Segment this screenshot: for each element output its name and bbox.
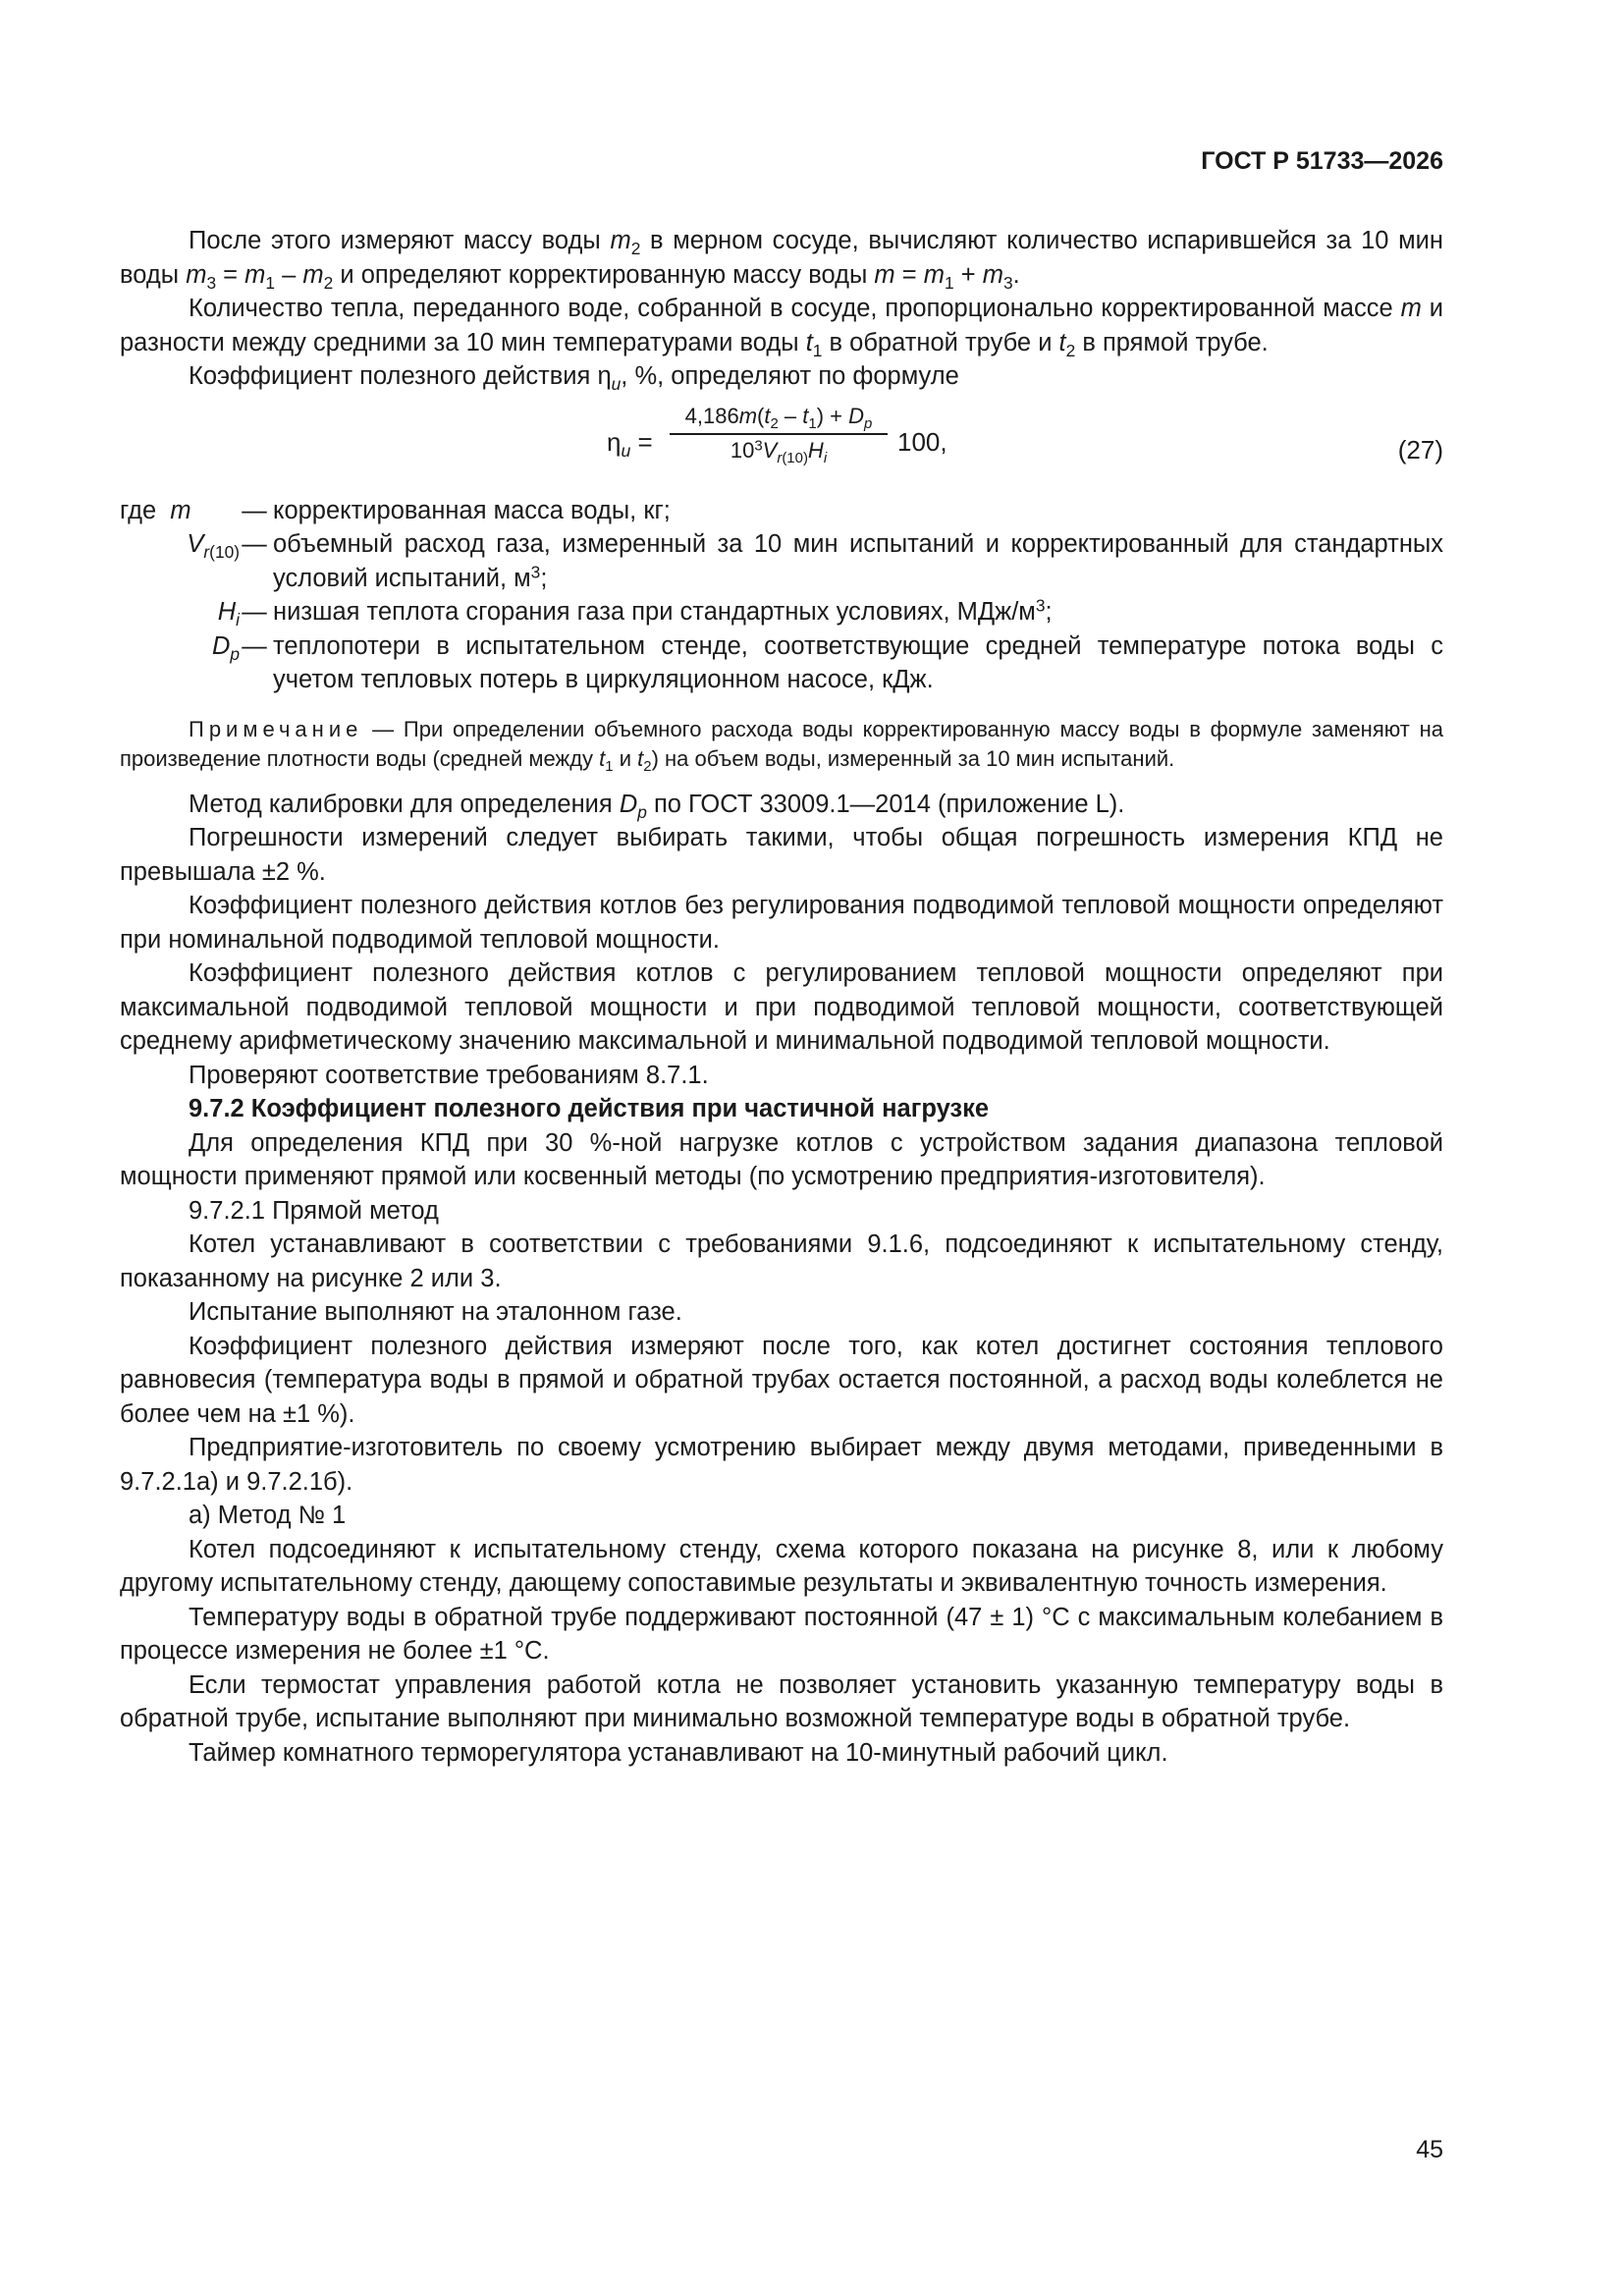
page-number: 45	[1416, 2136, 1443, 2163]
formula-fraction	[670, 402, 888, 465]
paragraph: Таймер комнатного терморегулятора устанавливают на 10-минутный рабочий цикл.	[189, 1738, 1168, 1767]
formula-multiplier: 100,	[897, 426, 947, 457]
paragraph: Коэффициент полезного действия котлов с регулированием тепловой мощности определяют при максимальной подводимой тепловой мощности и при подводимой тепловой мощности, соответствующей среднему арифметическому значению максимальной и минимальной подводимой тепловой мощности.	[120, 959, 1443, 1055]
paragraph: Проверяют соответствие требованиям 8.7.1.	[189, 1061, 709, 1089]
formula-number: (27)	[1397, 434, 1443, 465]
definition-h: $H_i$ — низшая теплота сгорания газа при стандартных условиях, МДж/$м^3$;	[217, 595, 1053, 630]
document-header: ГОСТ Р 51733—2026	[1201, 147, 1443, 175]
formula-27	[120, 398, 1443, 488]
section-heading-9-7-2: 9.7.2 Коэффициент полезного действия при частичной нагрузке	[189, 1095, 990, 1122]
formula-denominator: $10^3V_{r(10)}H_i$	[730, 437, 828, 466]
paragraph: Температуру воды в обратной трубе поддерживают постоянной (47 ± 1) °С с максимальным колебанием в процессе измерения не более ±1 °С.	[120, 1603, 1443, 1665]
paragraph: Если термостат управления работой котла не позволяет установить указанную температуру воды в обратной трубе, испытание выполняют при минимально возможной температуре воды в обратной трубе.	[120, 1670, 1443, 1732]
paragraph: Коэффициент полезного действия $\eta_u$, %, определяют по формуле	[189, 362, 959, 395]
paragraph: Котел устанавливают в соответствии с требованиями 9.1.6, подсоединяют к испытательному стенду, показанному на рисунке 2 или 3.	[120, 1230, 1443, 1292]
page-content	[120, 224, 1443, 1770]
subsection-title: 9.7.2.1 Прямой метод	[189, 1196, 439, 1225]
definition-m: где m — корректированная масса воды, кг;	[120, 496, 671, 524]
paragraph: Метод калибровки для определения $D_p$ по ГОСТ 33009.1—2014 (приложение L).	[189, 790, 1125, 822]
definition-d: $D_p$ — теплопотери в испытательном стенде, соответствующие средней температуре потока воды с учетом тепловых потерь в циркуляционном насосе, кДж.	[211, 631, 1443, 693]
variable-definitions	[120, 494, 1443, 697]
paragraph: Испытание выполняют на эталонном газе.	[189, 1298, 682, 1326]
list-item-title: а) Метод № 1	[189, 1502, 347, 1529]
note-label: Примечание	[189, 716, 363, 741]
paragraph: Погрешности измерений следует выбирать такими, чтобы общая погрешность измерения КПД не превышала ±2 %.	[120, 824, 1443, 886]
paragraph: Количество тепла, переданного воде, собранной в сосуде, пропорционально корректированной массе m и разности между средними за 10 мин температурами воды $t_1$ в обратной трубе и $t_2$ в прямой трубе.	[120, 295, 1443, 360]
note: Примечание — При определении объемного расхода воды корректированную массу воды в формуле заменяют на произведение плотности воды (средней между $t_1$ и $t_2$) на объем воды, измеренный за 10 мин испытаний.	[120, 716, 1443, 775]
definition-v: $V_{r(10)}$ — объемный расход газа, измеренный за 10 мин испытаний и корректированный для стандартных условий испытаний, $м^3$;	[187, 530, 1443, 592]
paragraph: После этого измеряют массу воды $m_2$ в мерном сосуде, вычисляют количество испарившейся за 10 мин воды $m_3 = m_1 - m_2$ и определяют корректированную массу воды $m = m_1 + m_3$.	[120, 227, 1444, 293]
formula-numerator: $4,186m(t_2 - t_1) + D_p$	[670, 402, 888, 435]
paragraph: Предприятие-изготовитель по своему усмотрению выбирает между двумя методами, приведенными в 9.7.2.1а) и 9.7.2.1б).	[120, 1434, 1443, 1496]
paragraph: Коэффициент полезного действия измеряют после того, как котел достигнет состояния теплового равновесия (температура воды в прямой и обратной трубах остается постоянной, а расход воды колеблется не более чем на ±1 %).	[120, 1332, 1443, 1428]
paragraph: Коэффициент полезного действия котлов без регулирования подводимой тепловой мощности определяют при номинальной подводимой тепловой мощности.	[120, 892, 1443, 954]
paragraph: Котел подсоединяют к испытательному стенду, схема которого показана на рисунке 8, или к любому другому испытательному стенду, дающему сопоставимые результаты и эквивалентную точность измерения.	[120, 1535, 1443, 1597]
paragraph: Для определения КПД при 30 %-ной нагрузке котлов с устройством задания диапазона тепловой мощности применяют прямой или косвенный методы (по усмотрению предприятия-изготовителя).	[120, 1128, 1443, 1190]
formula-lhs: $\eta_u$ =	[607, 426, 653, 461]
